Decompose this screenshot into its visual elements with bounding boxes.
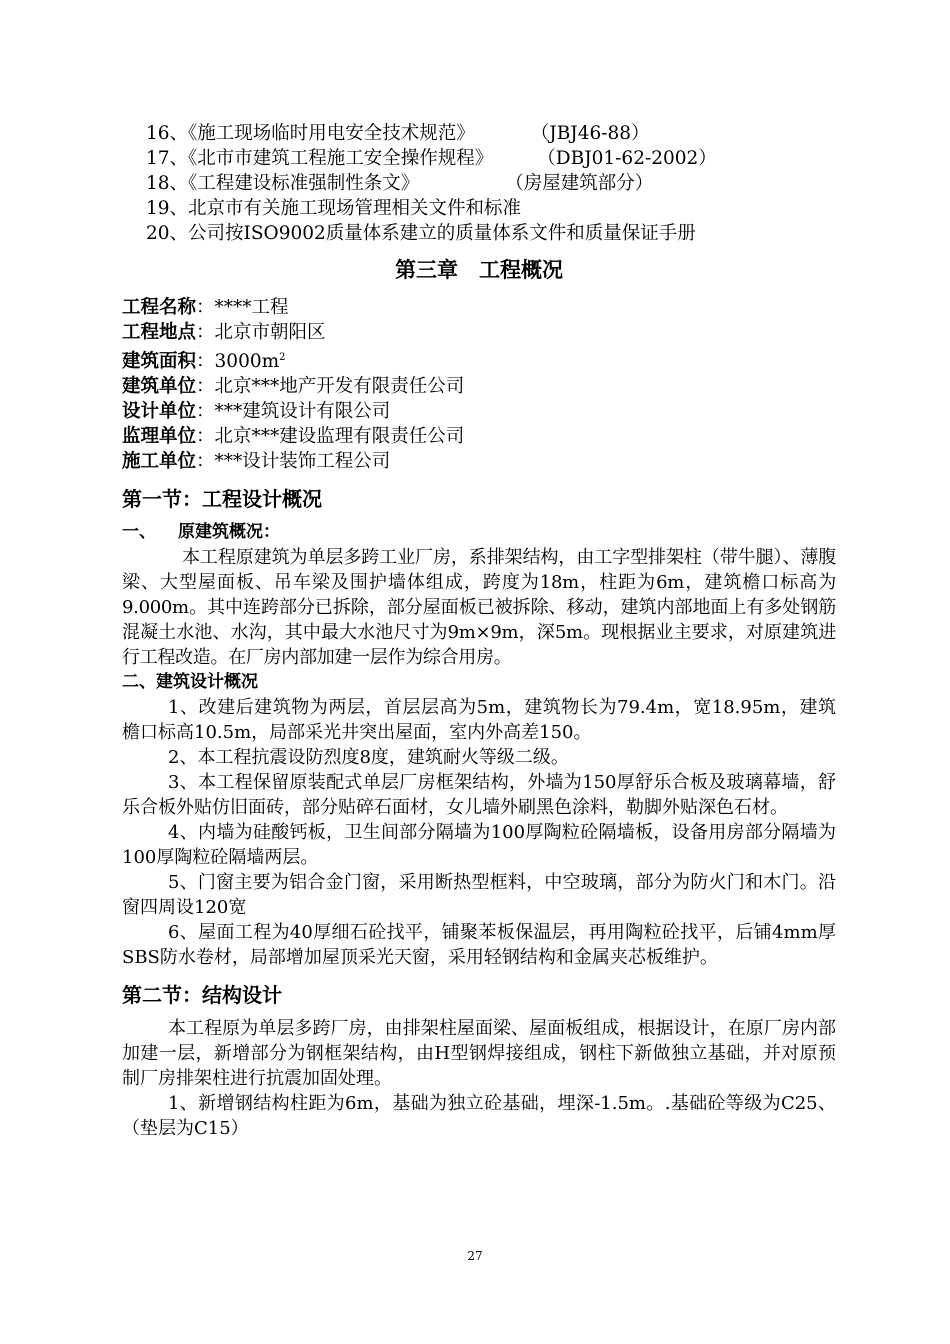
info-construction-owner: 建筑单位：北京***地产开发有限责任公司 [122,376,465,398]
reference-item-20: 20、公司按ISO9002质量体系建立的质量体系文件和质量保证手册 [146,223,696,244]
page-number: 27 [467,1249,483,1263]
paragraph-architecture-6: 6、屋面工程为40厚细石砼找平，铺聚苯板保温层，再用陶粒砼找平，后铺4mm厚SBS防水卷材，局部增加屋顶采光天窗，采用轻钢结构和金属夹芯板维护。 [122,922,836,969]
section-2-title: 第二节：结构设计 [122,983,282,1008]
info-supervision-unit: 监理单位：北京***建设监理有限责任公司 [122,426,465,448]
reference-list [122,121,836,246]
paragraph-architecture-1: 1、改建后建筑物为两层，首层层高为5m，建筑物长为79.4m，宽18.95m，建筑檐口标高10.5m，局部采光井突出屋面，室内外高差150。 [122,697,836,744]
info-project-name: 工程名称：****工程 [122,297,289,318]
info-project-location: 工程地点：北京市朝阳区 [122,322,326,343]
chapter-title: 第三章 工程概况 [395,258,563,282]
project-info [122,295,836,474]
page-content [122,121,836,1141]
info-building-area: 建筑面积：$3000m^2$ [122,351,286,373]
reference-item-16: 16、《施工现场临时用电安全技术规范》 （JBJ46-88） [146,123,650,144]
paragraph-architecture-2: 2、本工程抗震设防烈度8度，建筑耐火等级二级。 [168,747,569,769]
paragraph-original-building: 本工程原建筑为单层多跨工业厂房，系排架结构，由工字型排架柱（带牛腿）、薄腹梁、大型屋面板、吊车梁及围护墙体组成，跨度为18m，柱距为6m，建筑檐口标高为9.000m。其中连跨部分已拆除，部分屋面板已被拆除、移动，建筑内部地面上有多处钢筋混凝土水池、水沟，其中最大水池尺寸为9m×9m，深5m。现根据业主要求，对原建筑进行工程改造。在厂房内部加建一层作为综合用房。 [122,547,836,669]
section-1-title: 第一节：工程设计概况 [122,487,322,512]
paragraph-architecture-3: 3、本工程保留原装配式单层厂房框架结构，外墙为150厚舒乐合板及玻璃幕墙，舒乐合板外贴仿旧面砖，部分贴碎石面材，女儿墙外刷黑色涂料，勒脚外贴深色石材。 [122,772,836,819]
info-design-unit: 设计单位：***建筑设计有限公司 [122,401,391,423]
reference-item-18: 18、《工程建设标准强制性条文》 （房屋建筑部分） [146,173,654,194]
subsection-original-building-title: 一、 原建筑概况： [122,522,280,543]
info-contractor: 施工单位：***设计装饰工程公司 [122,451,391,473]
paragraph-architecture-5: 5、门窗主要为铝合金门窗，采用断热型框料，中空玻璃，部分为防火门和木门。沿窗四周设120宽 [122,872,836,919]
paragraph-structure-1: 1、新增钢结构柱距为6m，基础为独立砼基础，埋深-1.5m。.基础砼等级为C25、（垫层为C15） [122,1093,836,1140]
reference-item-19: 19、北京市有关施工现场管理相关文件和标准 [146,198,522,219]
reference-item-17: 17、《北市市建筑工程施工安全操作规程》 （DBJ01-62-2002） [146,148,717,169]
paragraph-architecture-4: 4、内墙为硅酸钙板，卫生间部分隔墙为100厚陶粒砼隔墙板，设备用房部分隔墙为100厚陶粒砼隔墙两层。 [122,822,836,869]
subsection-architecture-design-title: 二、建筑设计概况 [122,672,258,693]
paragraph-structure-intro: 本工程原为单层多跨厂房，由排架柱屋面梁、屋面板组成，根据设计，在原厂房内部加建一层，新增部分为钢框架结构，由H型钢焊接组成，钢柱下新做独立基础，并对原预制厂房排架柱进行抗震加固处理。 [122,1018,836,1090]
